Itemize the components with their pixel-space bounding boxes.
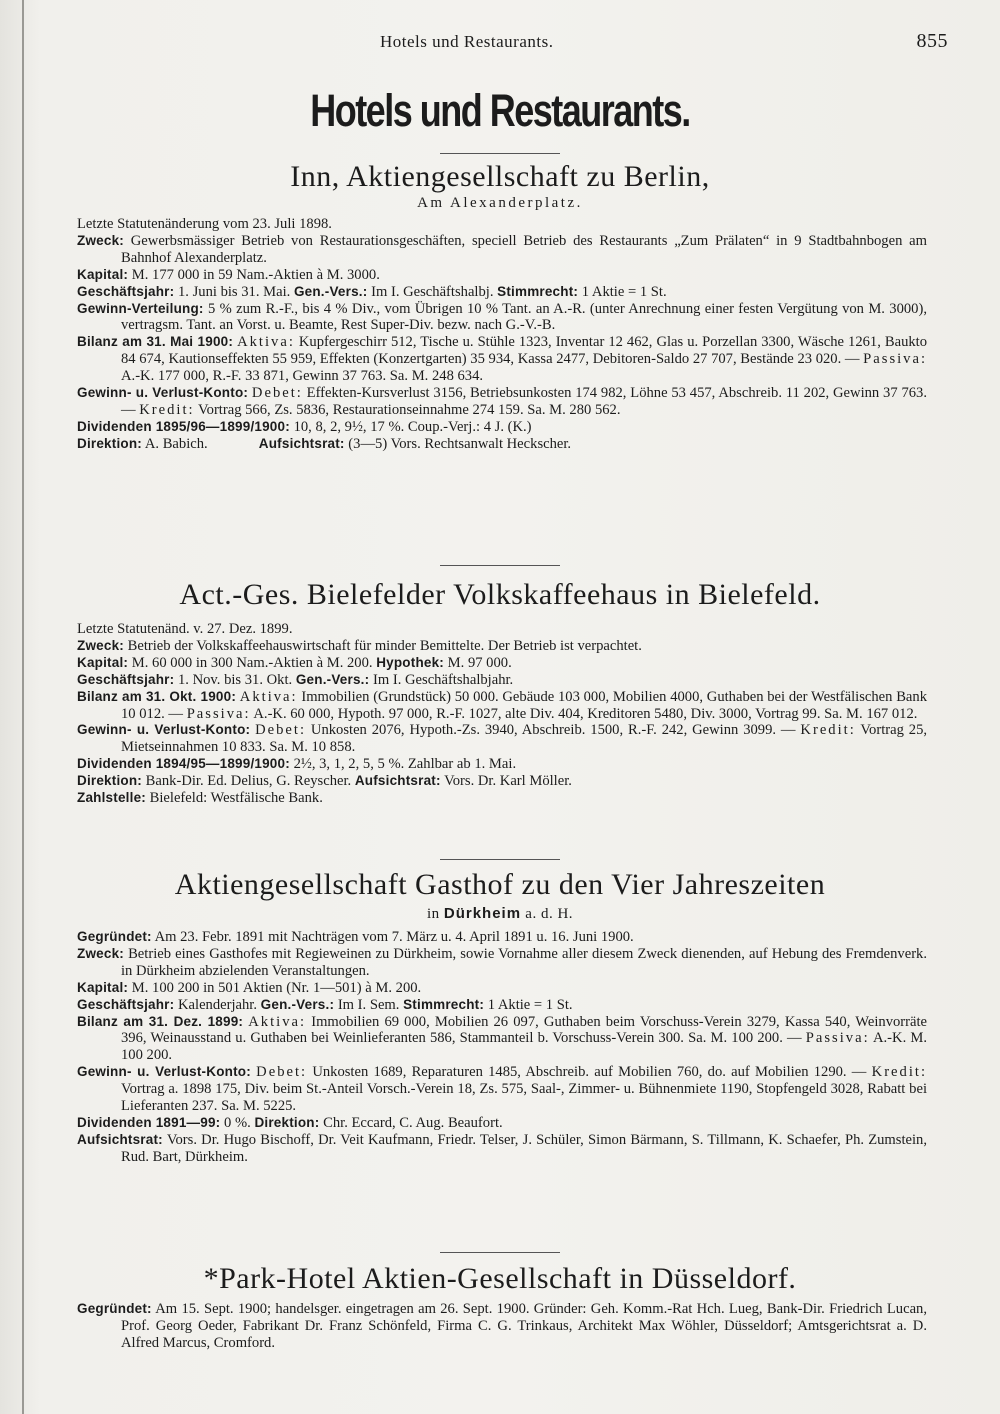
- s1-kapital: Kapital: M. 177 000 in 59 Nam.-Aktien à M. 3000.: [77, 266, 380, 283]
- s1-geschaeftsjahr: Geschäftsjahr: 1. Juni bis 31. Mai. Gen.-Vers.: Im I. Geschäftshalbj. Stimmrecht: 1 Aktie = 1 St.: [77, 283, 667, 300]
- s2-dividenden: Dividenden 1894/95—1899/1900: 2½, 3, 1, 2, 5, 5 %. Zahlbar ab 1. Mai.: [77, 756, 517, 773]
- s3-dividenden: Dividenden 1891—99: 0 %. Direktion: Chr. Eccard, C. Aug. Beaufort.: [77, 1114, 503, 1131]
- s3-aufsichtsrat: Aufsichtsrat: Vors. Dr. Hugo Bischoff, Dr. Veit Kaufmann, Friedr. Telser, J. Schüler, Simon Bärmann, S. Tillmann, K. Schaefer, Ph. Zumstein, Rud. Bart, Dürkheim.: [77, 1131, 927, 1165]
- s3-place: Dürkheim: [443, 905, 522, 922]
- s1-dividenden: Dividenden 1895/96—1899/1900: 10, 8, 2, 9½, 17 %. Coup.-Verj.: 4 J. (K.): [77, 418, 532, 435]
- s2-body: [77, 621, 927, 807]
- s1-title: Inn, Aktiengesellschaft zu Berlin,: [290, 160, 710, 193]
- s2-title: Act.-Ges. Bielefelder Volkskaffeehaus in Bielefeld.: [179, 578, 821, 611]
- page-edge-line: [22, 0, 24, 1414]
- s1-direktion: Direktion: A. Babich. Aufsichtsrat: (3—5) Vors. Rechtsanwalt Heckscher.: [77, 435, 572, 452]
- s3-subtitle: in Dürkheim a. d. H.: [426, 905, 574, 922]
- s3-kapital: Kapital: M. 100 200 in 501 Aktien (Nr. 1—501) à M. 200.: [77, 979, 422, 996]
- s2-kapital: Kapital: M. 60 000 in 300 Nam.-Aktien à M. 200. Hypothek: M. 97 000.: [77, 654, 512, 671]
- s3-body: [77, 929, 927, 1166]
- s3-gegruendet: Gegründet: Am 23. Febr. 1891 mit Nachträgen vom 7. März u. 4. April 1891 u. 16. Juni 1900.: [77, 929, 634, 945]
- s3-zweck: Zweck: Betrieb eines Gasthofes mit Regieweinen zu Dürkheim, sowie Vornahme aller diesem Zweck dienenden, auf Hebung des Fremdenverk. in Dürkheim abzielenden Veranstaltungen.: [77, 945, 928, 979]
- s2-direktion: Direktion: Bank-Dir. Ed. Delius, G. Reyscher. Aufsichtsrat: Vors. Dr. Karl Möller.: [77, 773, 572, 790]
- s1-statut: Letzte Statutenänderung vom 23. Juli 1898.: [77, 216, 332, 232]
- s3-geschaeftsjahr: Geschäftsjahr: Kalenderjahr. Gen.-Vers.: Im I. Sem. Stimmrecht: 1 Aktie = 1 St.: [77, 996, 573, 1013]
- s4-body: [77, 1301, 927, 1352]
- s3-guv: Gewinn- u. Verlust-Konto: Debet: Unkosten 1689, Reparaturen 1485, Abschreib. auf Mobilien 760, do. auf Mobilien 1290. — Kredit: Vortrag a. 1898 175, Div. beim St.-Anteil Vorsch.-Verein 18, Zs. 575, Saal-, Zimmer- u. Bühnenmiete 1190, Stopfengeld 3028, Rabatt bei Lieferanten 237. Sa. M. 5225.: [77, 1064, 927, 1115]
- s2-geschaeftsjahr: Geschäftsjahr: 1. Nov. bis 31. Okt. Gen.-Vers.: Im I. Geschäftshalbjahr.: [77, 671, 514, 688]
- s2-guv: Gewinn- u. Verlust-Konto: Debet: Unkosten 2076, Hypoth.-Zs. 3940, Abschreib. 1500, R.-F. 242, Gewinn 3099. — Kredit: Vortrag 25, Mietseinnahmen 10 833. Sa. M. 10 858.: [77, 722, 928, 756]
- s1-body: [77, 216, 927, 453]
- s3-bilanz: Bilanz am 31. Dez. 1899: Aktiva: Immobilien 69 000, Mobilien 26 097, Guthaben beim Vorschuss-Verein 3279, Kassa 540, Weinvorräte 396, Weinausstand u. Guthaben bei Weinlieferanten 586, Stammanteil b. Vorschuss-Verein 300. Sa. M. 100 200. — Passiva: A.-K. M. 100 200.: [77, 1013, 928, 1064]
- s1-subtitle: Am Alexanderplatz.: [417, 195, 583, 211]
- running-head-title: Hotels und Restaurants.: [380, 32, 554, 51]
- divider: [440, 153, 560, 154]
- divider: [440, 565, 560, 566]
- page-number: 855: [916, 30, 948, 52]
- s1-bilanz: Bilanz am 31. Mai 1900: Aktiva: Kupfergeschirr 512, Tische u. Stühle 1323, Inventar 12 462, Glas u. Porzellan 3300, Wäsche 1261, Baukto 84 674, Kautionseffekten 55 959, Effekten (Konzertgarten) 35 934, Kassa 2477, Debitoren-Saldo 27 707, Bestände 23 020. — Passiva: A.-K. 177 000, R.-F. 33 871, Gewinn 37 763. Sa. M. 248 634.: [77, 334, 928, 385]
- divider: [440, 1252, 560, 1253]
- running-head: [0, 32, 1000, 56]
- divider: [440, 859, 560, 860]
- s1-guv: Gewinn- u. Verlust-Konto: Debet: Effekten-Kursverlust 3156, Betriebsunkosten 174 982, Löhne 53 457, Abschreib. 11 202, Gewinn 37 763. — Kredit: Vortrag 566, Zs. 5836, Restaurationseinnahme 274 159. Sa. M. 280 562.: [77, 385, 927, 418]
- main-title: Hotels und Restaurants.: [310, 84, 690, 136]
- s4-gegruendet: Gegründet: Am 15. Sept. 1900; handelsger. eingetragen am 26. Sept. 1900. Gründer: Geh. Komm.-Rat Hch. Lueg, Bank-Dir. Friedrich Lucan, Prof. Georg Oeder, Fabrikant Dr. Franz Schönfeld, Firma C. G. Trinkaus, Architekt Max Wöhler, Düsseldorf; Amtsgerichtsrat a. D. Alfred Marcus, Cromford.: [77, 1301, 928, 1351]
- s2-bilanz: Bilanz am 31. Okt. 1900: Aktiva: Immobilien (Grundstück) 50 000. Gebäude 103 000, Mobilien 4000, Guthaben bei der Westfälischen Bank 10 012. — Passiva: A.-K. 60 000, Hypoth. 97 000, R.-F. 1027, alte Div. 404, Kreditoren 5480, Div. 3000, Vortrag 99. Sa. M. 167 012.: [77, 688, 928, 722]
- s2-statut: Letzte Statutenänd. v. 27. Dez. 1899.: [77, 621, 293, 637]
- s2-zweck: Zweck: Betrieb der Volkskaffeehauswirtschaft für minder Bemittelte. Der Betrieb ist verpachtet.: [77, 637, 642, 654]
- s1-zweck: Zweck: Gewerbsmässiger Betrieb von Restaurationsgeschäften, speciell Betrieb des Restaurants „Zum Prälaten“ in 9 Stadtbahnbogen am Bahnhof Alexanderplatz.: [77, 232, 927, 266]
- s4-title: *Park-Hotel Aktien-Gesellschaft in Düsseldorf.: [203, 1262, 797, 1295]
- s3-title: Aktiengesellschaft Gasthof zu den Vier Jahreszeiten: [174, 868, 826, 901]
- s1-gewinn-verteilung: Gewinn-Verteilung: 5 % zum R.-F., bis 4 % Div., vom Übrigen 10 % Tant. an A.-R. (unter Anrechnung einer festen Vergütung von M. 3000), vertragsm. Tant. an Vorst. u. Beamte, Rest Super-Div. bezw. nach G.-V.-B.: [77, 300, 927, 334]
- s2-zahlstelle: Zahlstelle: Bielefeld: Westfälische Bank.: [77, 790, 323, 807]
